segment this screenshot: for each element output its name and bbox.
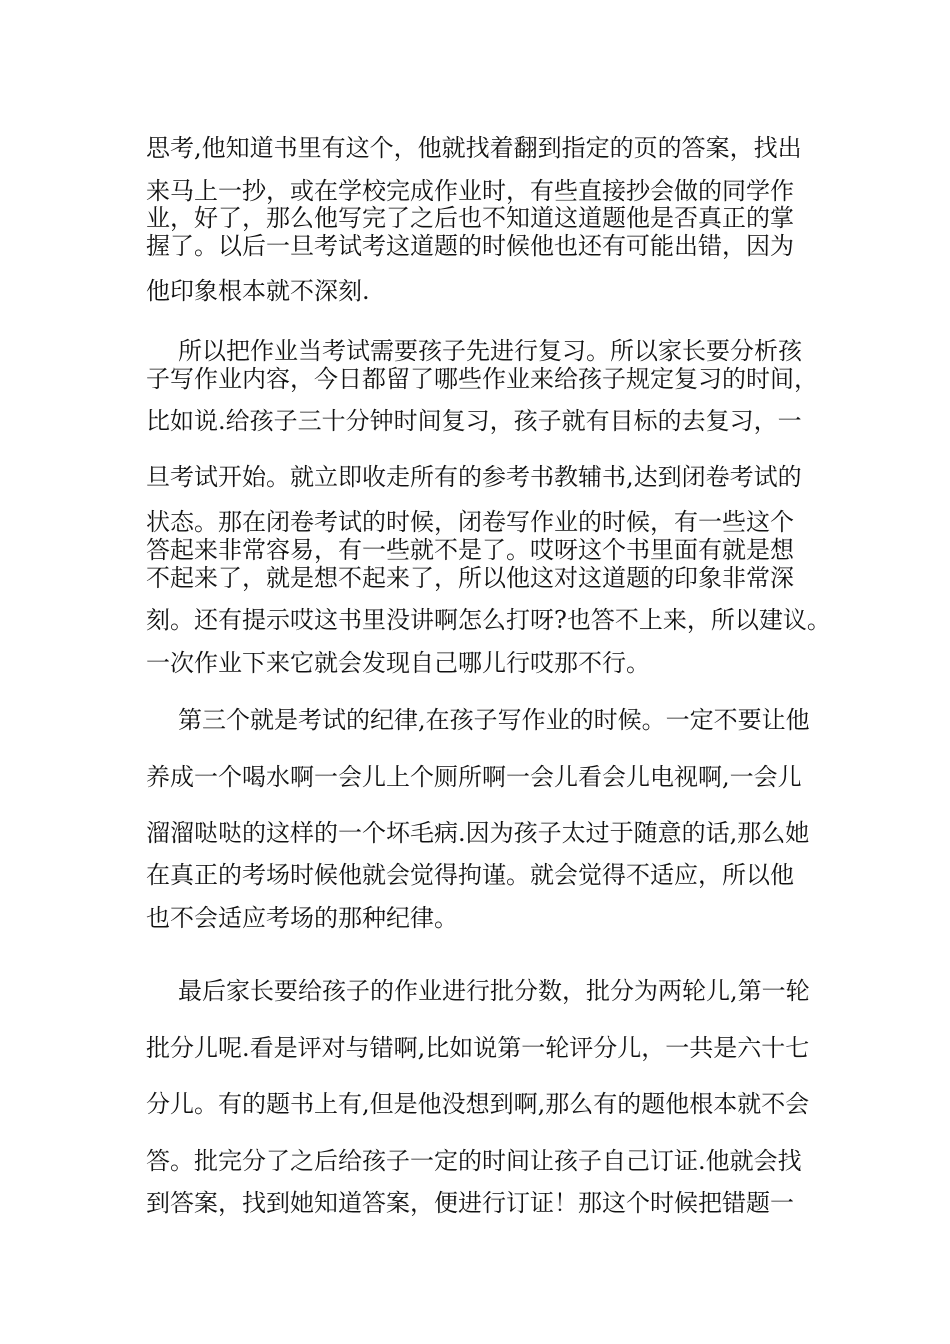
paragraph-line: 答。批完分了之后给孩子一定的时间让孩子自己订证.他就会找	[146, 1147, 802, 1175]
paragraph-line: 答起来非常容易，有一些就不是了。哎呀这个书里面有就是想	[146, 536, 794, 564]
paragraph-line-indented: 最后家长要给孩子的作业进行批分数，批分为两轮儿,第一轮	[178, 977, 810, 1005]
paragraph-line: 也不会适应考场的那种纪律。	[146, 904, 458, 932]
paragraph-line: 到答案，找到她知道答案，便进行订证！那这个时候把错题一	[146, 1189, 794, 1217]
paragraph-line: 握了。以后一旦考试考这道题的时候他也还有可能出错，因为	[146, 232, 794, 260]
paragraph-line: 子写作业内容，今日都留了哪些作业来给孩子规定复习的时间，	[146, 365, 818, 393]
paragraph-line: 不起来了，就是想不起来了，所以他这对这道题的印象非常深	[146, 564, 794, 592]
paragraph-line: 状态。那在闭卷考试的时候，闭卷写作业的时候，有一些这个	[146, 508, 794, 536]
paragraph-line: 一次作业下来它就会发现自己哪儿行哎那不行。	[146, 649, 650, 677]
paragraph-line: 分儿。有的题书上有,但是他没想到啊,那么有的题他根本就不会	[146, 1090, 810, 1118]
paragraph-line: 在真正的考场时候他就会觉得拘谨。就会觉得不适应，所以他	[146, 861, 794, 889]
paragraph-line: 来马上一抄，或在学校完成作业时，有些直接抄会做的同学作	[146, 177, 794, 205]
paragraph-line: 刻。还有提示哎这书里没讲啊怎么打呀?也答不上来，所以建议。	[146, 606, 831, 634]
paragraph-line: 溜溜哒哒的这样的一个坏毛病.因为孩子太过于随意的话,那么她	[146, 819, 810, 847]
paragraph-line: 比如说.给孩子三十分钟时间复习，孩子就有目标的去复习，一	[146, 407, 802, 435]
paragraph-line-indented: 所以把作业当考试需要孩子先进行复习。所以家长要分析孩	[178, 337, 802, 365]
paragraph-line: 业，好了，那么他写完了之后也不知道这道题他是否真正的掌	[146, 204, 794, 232]
paragraph-line-indented: 第三个就是考试的纪律,在孩子写作业的时候。一定不要让他	[178, 706, 810, 734]
paragraph-line: 思考,他知道书里有这个，他就找着翻到指定的页的答案，找出	[146, 134, 802, 162]
paragraph-line: 他印象根本就不深刻.	[146, 277, 370, 305]
paragraph-line: 养成一个喝水啊一会儿上个厕所啊一会儿看会儿电视啊,一会儿	[146, 763, 802, 791]
paragraph-line: 旦考试开始。就立即收走所有的参考书教辅书,达到闭卷考试的	[146, 463, 802, 491]
paragraph-line: 批分儿呢.看是评对与错啊,比如说第一轮评分儿，一共是六十七	[146, 1034, 810, 1062]
